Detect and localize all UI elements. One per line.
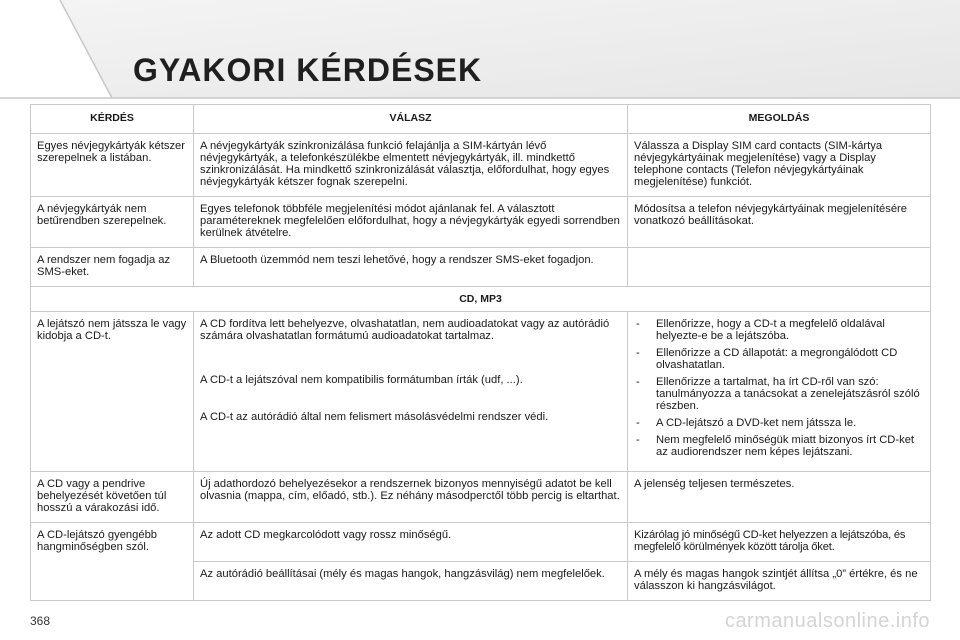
header-solution: MEGOLDÁS [628, 105, 931, 134]
solution-cell: A mély és magas hangok szintjét állítsa „0” értékre, és ne válasszon ki hangzásvilágot. [628, 562, 931, 601]
watermark: carmanualsonline.info [724, 610, 930, 632]
solution-cell: Kizárólag jó minőségű CD-ket helyezzen a lejátszóba, és megfelelő körülmények között tárolja őket. [628, 523, 931, 562]
question-cell: A CD-lejátszó gyengébb hangminőségben szól. [31, 523, 194, 601]
answer-cell: A névjegykártyák szinkronizálása funkció felajánlja a SIM-kártyán lévő névjegykártyák, a telefonkészülékbe elmentett névjegykártyák, ill. mindkettő szinkronizálását. Ha mindkettő szinkronizálását választja, előfordulhat, hogy egyes névjegykártyák kétszer fognak szerepelni. [194, 134, 628, 197]
answer-cell [194, 312, 628, 472]
table-row [31, 197, 931, 248]
solution-list [634, 318, 924, 458]
answer-paragraph: A CD fordítva lett behelyezve, olvashatatlan, nem audioadatokat vagy az autórádió számára olvashatatlan formátumú audioadatokat tartalmaz. [200, 318, 610, 342]
question-cell: A rendszer nem fogadja az SMS-eket. [31, 248, 194, 287]
question-cell: A CD vagy a pendrive behelyezését követően túl hosszú a várakozási idő. [31, 472, 194, 523]
question-cell: A névjegykártyák nem betűrendben szerepelnek. [31, 197, 194, 248]
faq-table [30, 104, 931, 601]
answer-cell: Egyes telefonok többféle megjelenítési módot ajánlanak fel. A választott paramétereknek megfelelően előfordulhat, hogy a névjegykártyák egyedi sorrendben kerülnek átvételre. [194, 197, 628, 248]
list-item: - Ellenőrizze, hogy a CD-t a megfelelő oldalával helyezte-e be a lejátszóba. [634, 318, 924, 342]
solution-cell [628, 312, 931, 472]
header-band [0, 0, 960, 104]
list-item: - Ellenőrizze a CD állapotát: a megrongálódott CD olvashatatlan. [634, 347, 924, 371]
table-row [31, 472, 931, 523]
table-header-row [31, 105, 931, 134]
table-row [31, 523, 931, 562]
solution-cell: Válassza a Display SIM card contacts (SIM-kártya névjegykártyáinak megjelenítése) vagy a Display telephone contacts (Telefon névjegykártyáinak megjelenítése) funkciót. [628, 134, 931, 197]
table-row [31, 134, 931, 197]
page-number: 368 [30, 614, 51, 628]
list-item: - Nem megfelelő minőségük miatt bizonyos írt CD-ket az audiorendszer nem képes lejátszani. [634, 434, 924, 458]
page-title: GYAKORI KÉRDÉSEK [133, 52, 483, 88]
table-row [31, 248, 931, 287]
header-question: KÉRDÉS [31, 105, 194, 134]
section-row [31, 287, 931, 312]
answer-cell: Az adott CD megkarcolódott vagy rossz minőségű. [194, 523, 628, 562]
section-heading: CD, MP3 [31, 287, 931, 312]
question-cell: A lejátszó nem játssza le vagy kidobja a CD-t. [31, 312, 194, 472]
answer-cell: Új adathordozó behelyezésekor a rendszernek bizonyos mennyiségű adatot be kell olvasnia (mappa, cím, előadó, stb.). Ez néhány másodperctől több percig is eltarthat. [194, 472, 628, 523]
answer-cell: A Bluetooth üzemmód nem teszi lehetővé, hogy a rendszer SMS-eket fogadjon. [194, 248, 628, 287]
table-row [31, 312, 931, 472]
answer-paragraph: A CD-t az autórádió által nem felismert másolásvédelmi rendszer védi. [200, 411, 549, 423]
header-answer: VÁLASZ [194, 105, 628, 134]
solution-cell: Módosítsa a telefon névjegykártyáinak megjelenítésére vonatkozó beállításokat. [628, 197, 931, 248]
answer-paragraph: A CD-t a lejátszóval nem kompatibilis formátumban írták (udf, ...). [200, 374, 523, 386]
solution-cell [628, 248, 931, 287]
list-item: - Ellenőrizze a tartalmat, ha írt CD-ről van szó: tanulmányozza a tanácsokat a zenelejátszásról szóló részben. [634, 376, 924, 412]
answer-cell: Az autórádió beállításai (mély és magas hangok, hangzásvilág) nem megfelelőek. [194, 562, 628, 601]
question-cell: Egyes névjegykártyák kétszer szerepelnek a listában. [31, 134, 194, 197]
list-item: - A CD-lejátszó a DVD-ket nem játssza le. [634, 417, 924, 429]
solution-cell: A jelenség teljesen természetes. [628, 472, 931, 523]
